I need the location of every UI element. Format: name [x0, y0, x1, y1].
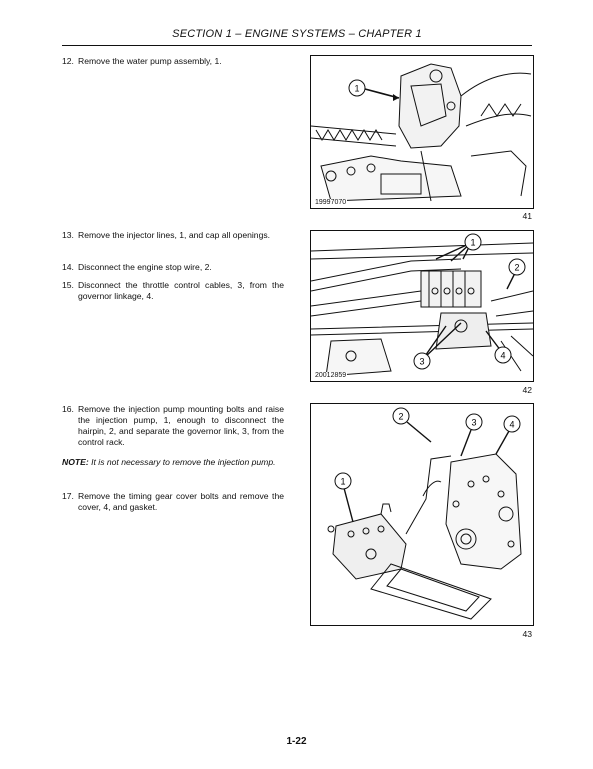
callout-4	[496, 416, 520, 454]
injector-lines-drawing	[311, 231, 533, 381]
step-number: 17.	[62, 491, 74, 501]
figure-number: 41	[522, 211, 532, 221]
step-16	[62, 404, 284, 448]
step-12	[62, 56, 284, 67]
step-number: 16.	[62, 404, 74, 414]
step-13	[62, 230, 284, 241]
callout-2	[507, 259, 525, 289]
figure-number: 42	[522, 385, 532, 395]
callout-1	[335, 473, 353, 522]
step-text: Disconnect the throttle control cables, 3, from the governor linkage, 4.	[78, 280, 284, 301]
callout-label: 3	[419, 356, 425, 367]
step-15	[62, 280, 284, 302]
figure-42-illustration	[310, 230, 534, 382]
figure-number: 43	[522, 629, 532, 639]
step-text: Remove the injector lines, 1, and cap all openings.	[78, 230, 271, 240]
callout-label: 1	[340, 476, 346, 487]
callout-4	[486, 331, 511, 363]
step-number: 13.	[62, 230, 74, 240]
callout-3	[461, 414, 482, 456]
water-pump-drawing	[311, 56, 533, 208]
note-text: It is not necessary to remove the injection pump.	[88, 457, 276, 467]
step-text: Remove the injection pump mounting bolts and raise the injection pump, 1, enough to disconnect the hairpin, 2, and separate the governor link, 3, from the control rack.	[78, 404, 284, 447]
figure-code: 19997070	[315, 199, 347, 206]
step-text: Remove the water pump assembly, 1.	[78, 56, 222, 66]
callout-label: 1	[354, 83, 360, 94]
step-number: 12.	[62, 56, 74, 66]
callout-1	[349, 80, 399, 101]
figure-41-illustration	[310, 55, 534, 209]
callout-label: 1	[470, 237, 476, 248]
figure-43-illustration	[310, 403, 534, 626]
step-14	[62, 262, 284, 273]
step-text: Remove the timing gear cover bolts and remove the cover, 4, and gasket.	[78, 491, 284, 512]
callout-label: 3	[471, 417, 477, 428]
step-number: 14.	[62, 262, 74, 272]
callout-label: 4	[500, 350, 506, 361]
callout-2	[393, 408, 431, 442]
callout-1	[436, 234, 481, 261]
header-divider	[62, 45, 532, 46]
step-17	[62, 491, 284, 513]
injection-pump-exploded-drawing	[311, 404, 533, 625]
page-number: 1-22	[286, 736, 307, 747]
figure-code: 20012859	[315, 372, 347, 379]
callout-label: 2	[398, 411, 404, 422]
callout-label: 4	[509, 419, 515, 430]
step-number: 15.	[62, 280, 74, 290]
step-text: Disconnect the engine stop wire, 2.	[78, 262, 212, 272]
section-header: SECTION 1 – ENGINE SYSTEMS – CHAPTER 1	[172, 28, 422, 40]
note-label: NOTE:	[62, 457, 89, 467]
callout-label: 2	[514, 262, 520, 273]
note	[62, 457, 284, 468]
